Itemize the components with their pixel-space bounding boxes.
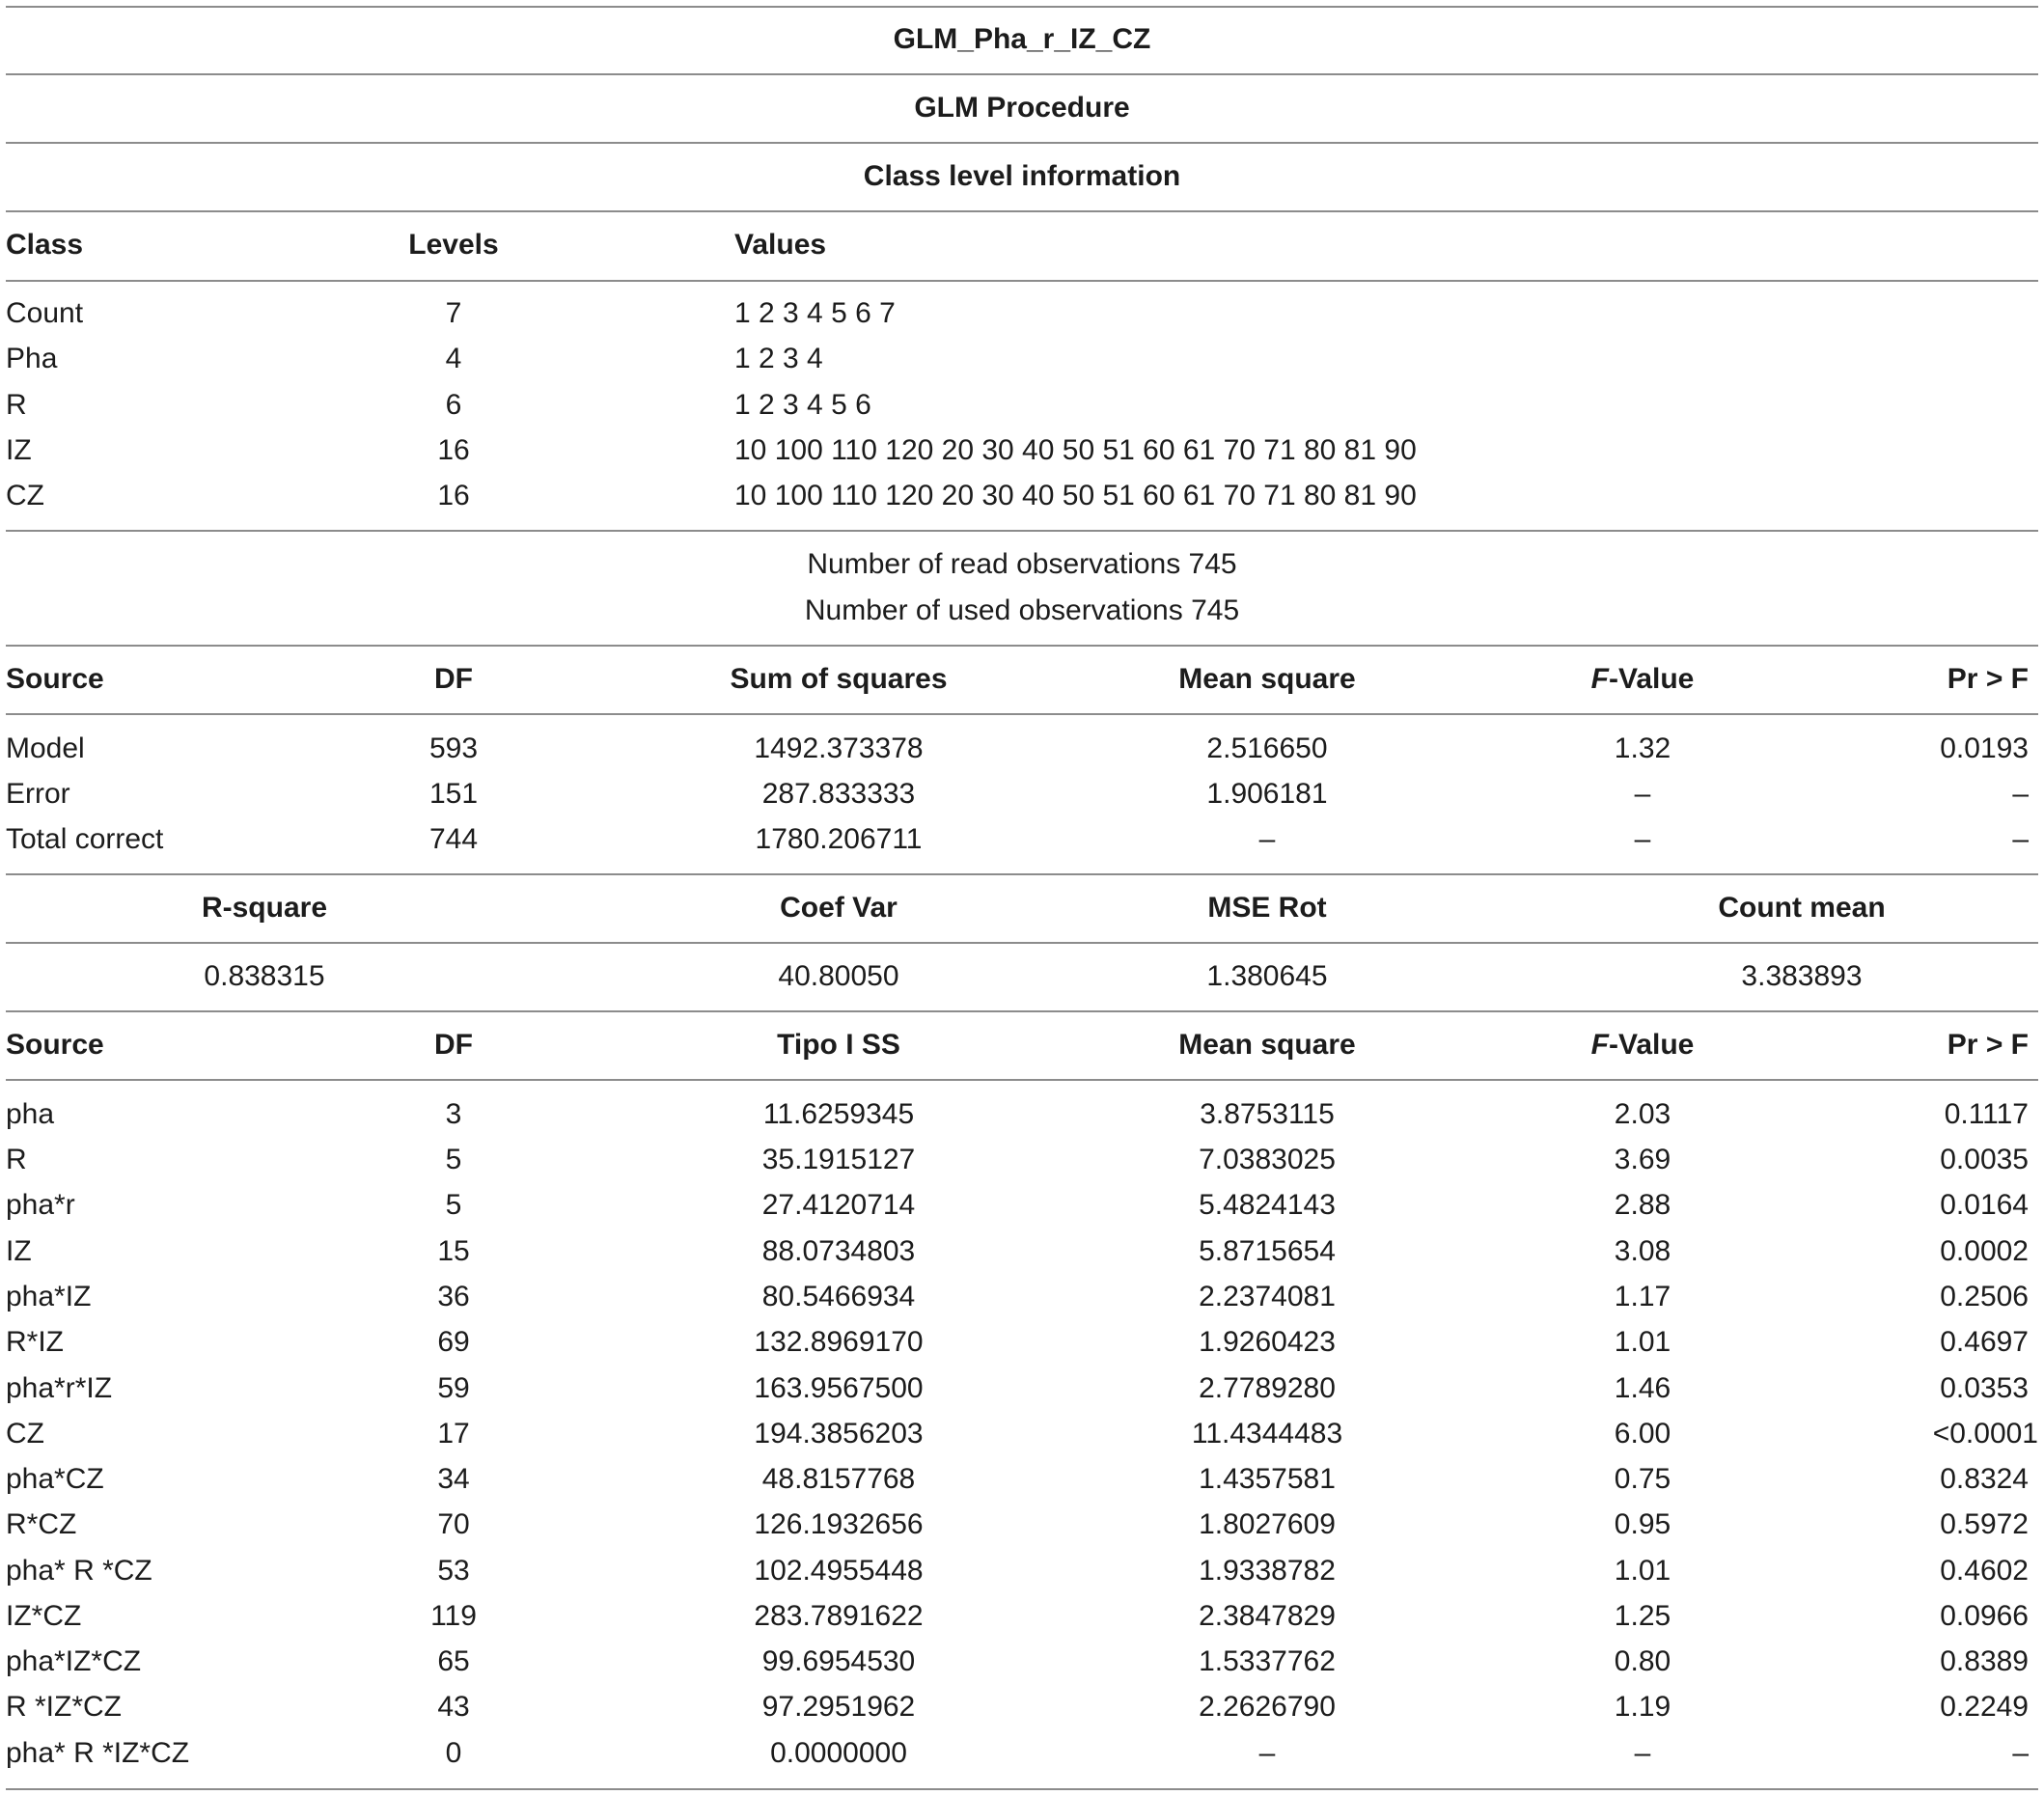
type1-row-ss: 97.2951962	[761, 1691, 916, 1723]
type1-row-ss: 102.4955448	[754, 1555, 924, 1587]
type1-row-df: 36	[437, 1281, 470, 1312]
type1-ms-header: Mean square	[1178, 1029, 1356, 1061]
type1-row-df: 0	[445, 1737, 462, 1769]
type1-row-source: pha*IZ	[6, 1281, 92, 1312]
type1-row-source: R*CZ	[6, 1508, 77, 1540]
type1-row-ss: 0.0000000	[770, 1737, 907, 1769]
type1-row-ms: 1.5337762	[1199, 1645, 1336, 1677]
table-rule	[6, 645, 2038, 647]
type1-row-f: 1.17	[1614, 1281, 1671, 1312]
class-row-cz-class: CZ	[6, 480, 44, 511]
type1-row-f: 2.88	[1614, 1189, 1671, 1221]
mse-rot-header: MSE Rot	[1207, 892, 1327, 924]
coef-var-value: 40.80050	[778, 960, 899, 992]
type1-row-f: 2.03	[1614, 1098, 1671, 1130]
class-row-iz-levels: 16	[437, 434, 470, 466]
class-row-r-values: 1 2 3 4 5 6	[734, 389, 871, 421]
levels-header: Levels	[408, 229, 499, 261]
anova-row-ms: 2.516650	[1206, 732, 1328, 764]
type1-row-df: 5	[445, 1144, 462, 1175]
type1-row-ms: –	[1258, 1737, 1276, 1769]
rsquare-value: 0.838315	[204, 960, 325, 992]
anova-row-source: Total correct	[6, 823, 164, 855]
type1-row-ms: 3.8753115	[1200, 1098, 1335, 1130]
class-row-pha-class: Pha	[6, 343, 58, 374]
anova-row-ss: 287.833333	[761, 778, 916, 810]
type1-row-source: pha*CZ	[6, 1463, 104, 1495]
type1-row-df: 119	[430, 1600, 477, 1632]
class-row-count-levels: 7	[445, 297, 462, 329]
table-rule	[6, 530, 2038, 532]
type1-row-ss: 194.3856203	[754, 1418, 924, 1450]
type1-row-df: 15	[437, 1235, 470, 1267]
type1-row-p: 0.5972	[1940, 1508, 2029, 1540]
anova-row-p: –	[2012, 778, 2029, 810]
type1-row-source: IZ	[6, 1235, 32, 1267]
anova-row-f: –	[1634, 778, 1651, 810]
type1-row-source: pha*r	[6, 1189, 75, 1221]
rsquare-header: R-square	[201, 892, 328, 924]
type1-row-df: 34	[437, 1463, 470, 1495]
type1-df-header: DF	[434, 1029, 473, 1061]
type1-row-ss: 11.6259345	[762, 1098, 915, 1130]
type1-ss-header: Tipo I SS	[777, 1029, 900, 1061]
class-row-iz-class: IZ	[6, 434, 32, 466]
type1-row-ss: 48.8157768	[761, 1463, 916, 1495]
type1-row-source: pha*r*IZ	[6, 1372, 113, 1404]
type1-row-source: pha* R *CZ	[6, 1555, 152, 1587]
table-rule	[6, 210, 2038, 212]
anova-row-df: 593	[428, 732, 479, 764]
anova-row-p: –	[2012, 823, 2029, 855]
type1-row-ms: 1.8027609	[1199, 1508, 1336, 1540]
table-title: GLM_Pha_r_IZ_CZ	[893, 23, 1151, 55]
anova-ms-header: Mean square	[1178, 663, 1356, 695]
table-rule	[6, 942, 2038, 944]
type1-row-source: IZ*CZ	[6, 1600, 82, 1632]
table-rule	[6, 142, 2038, 144]
type1-row-p: 0.0002	[1940, 1235, 2029, 1267]
type1-row-ss: 163.9567500	[754, 1372, 924, 1404]
type1-row-f: 0.80	[1614, 1645, 1671, 1677]
type1-row-f: 6.00	[1614, 1418, 1671, 1450]
type1-row-f: 1.25	[1614, 1600, 1671, 1632]
type1-row-ms: 5.8715654	[1199, 1235, 1336, 1267]
read-observations: Number of read observations 745	[807, 548, 1237, 580]
type1-f-header: F-Value	[1590, 1029, 1695, 1061]
type1-row-ms: 11.4344483	[1191, 1418, 1343, 1450]
table-rule	[6, 1788, 2038, 1790]
anova-row-p: 0.0193	[1940, 732, 2029, 764]
anova-row-df: 151	[428, 778, 479, 810]
type1-row-p: 0.4697	[1940, 1326, 2029, 1358]
type1-row-p: 0.8324	[1940, 1463, 2029, 1495]
type1-row-df: 3	[445, 1098, 462, 1130]
type1-row-source: R *IZ*CZ	[6, 1691, 122, 1723]
type1-row-ss: 80.5466934	[761, 1281, 916, 1312]
count-mean-header: Count mean	[1718, 892, 1886, 924]
type1-row-f: 3.08	[1614, 1235, 1671, 1267]
type1-row-df: 5	[445, 1189, 462, 1221]
type1-row-p: –	[2012, 1737, 2029, 1769]
type1-row-p: 0.0353	[1940, 1372, 2029, 1404]
type1-row-ms: 1.9260423	[1199, 1326, 1336, 1358]
values-header: Values	[734, 229, 827, 261]
class-row-pha-levels: 4	[445, 343, 462, 374]
type1-row-ss: 132.8969170	[754, 1326, 924, 1358]
type1-row-df: 17	[437, 1418, 470, 1450]
type1-row-f: 1.01	[1614, 1555, 1671, 1587]
table-rule	[6, 6, 2038, 8]
class-row-count-values: 1 2 3 4 5 6 7	[734, 297, 896, 329]
type1-row-f: 1.01	[1614, 1326, 1671, 1358]
class-row-cz-levels: 16	[437, 480, 470, 511]
type1-row-ms: 2.2374081	[1199, 1281, 1336, 1312]
type1-row-source: CZ	[6, 1418, 44, 1450]
type1-row-df: 69	[437, 1326, 470, 1358]
class-section-heading: Class level information	[863, 160, 1181, 192]
anova-row-df: 744	[428, 823, 479, 855]
anova-row-f: 1.32	[1614, 732, 1671, 764]
anova-row-ss: 1780.206711	[755, 823, 923, 855]
count-mean-value: 3.383893	[1741, 960, 1863, 992]
anova-row-f: –	[1634, 823, 1651, 855]
type1-row-p: 0.2249	[1940, 1691, 2029, 1723]
type1-row-p: 0.2506	[1940, 1281, 2029, 1312]
type1-row-source: pha	[6, 1098, 55, 1130]
type1-source-header: Source	[6, 1029, 104, 1061]
type1-row-ss: 88.0734803	[761, 1235, 916, 1267]
table-rule	[6, 713, 2038, 715]
class-row-r-levels: 6	[445, 389, 462, 421]
type1-row-p: 0.0035	[1940, 1144, 2029, 1175]
table-rule	[6, 73, 2038, 75]
type1-row-ss: 283.7891622	[754, 1600, 924, 1632]
type1-row-p: 0.0966	[1940, 1600, 2029, 1632]
type1-row-ss: 27.4120714	[761, 1189, 916, 1221]
type1-row-source: R	[6, 1144, 27, 1175]
procedure-title: GLM Procedure	[914, 92, 1130, 124]
type1-row-f: –	[1634, 1737, 1651, 1769]
type1-row-ms: 2.7789280	[1199, 1372, 1336, 1404]
type1-row-df: 53	[437, 1555, 470, 1587]
type1-row-source: pha* R *IZ*CZ	[6, 1737, 190, 1769]
class-row-count-class: Count	[6, 297, 84, 329]
type1-row-source: pha*IZ*CZ	[6, 1645, 142, 1677]
class-row-iz-values: 10 100 110 120 20 30 40 50 51 60 61 70 71 80 81 90	[734, 434, 1417, 466]
table-rule	[6, 1079, 2038, 1081]
type1-row-ms: 1.4357581	[1199, 1463, 1336, 1495]
used-observations: Number of used observations 745	[804, 594, 1240, 626]
anova-ss-header: Sum of squares	[730, 663, 948, 695]
coef-var-header: Coef Var	[780, 892, 898, 924]
type1-row-df: 65	[437, 1645, 470, 1677]
type1-row-ss: 126.1932656	[754, 1508, 924, 1540]
type1-row-f: 0.95	[1614, 1508, 1671, 1540]
type1-row-f: 0.75	[1614, 1463, 1671, 1495]
anova-row-ss: 1492.373378	[754, 732, 924, 764]
type1-row-p: 0.4602	[1940, 1555, 2029, 1587]
class-header: Class	[6, 229, 84, 261]
anova-row-source: Model	[6, 732, 85, 764]
type1-row-p: <0.0001	[1932, 1418, 2038, 1450]
type1-row-ss: 35.1915127	[761, 1144, 916, 1175]
anova-df-header: DF	[434, 663, 473, 695]
type1-row-ss: 99.6954530	[761, 1645, 916, 1677]
type1-row-p: 0.1117	[1944, 1098, 2029, 1130]
table-rule	[6, 1010, 2038, 1012]
type1-row-f: 1.46	[1614, 1372, 1671, 1404]
type1-row-df: 43	[437, 1691, 470, 1723]
table-rule	[6, 280, 2038, 282]
anova-row-source: Error	[6, 778, 70, 810]
anova-f-header: F-Value	[1590, 663, 1695, 695]
type1-row-source: R*IZ	[6, 1326, 64, 1358]
type1-row-ms: 2.2626790	[1199, 1691, 1336, 1723]
class-row-cz-values: 10 100 110 120 20 30 40 50 51 60 61 70 71 80 81 90	[734, 480, 1417, 511]
anova-source-header: Source	[6, 663, 104, 695]
class-row-r-class: R	[6, 389, 27, 421]
type1-row-ms: 7.0383025	[1199, 1144, 1336, 1175]
mse-rot-value: 1.380645	[1206, 960, 1328, 992]
type1-row-df: 70	[437, 1508, 470, 1540]
anova-row-ms: 1.906181	[1206, 778, 1328, 810]
class-row-pha-values: 1 2 3 4	[734, 343, 823, 374]
type1-row-ms: 2.3847829	[1199, 1600, 1336, 1632]
type1-row-df: 59	[437, 1372, 470, 1404]
table-rule	[6, 873, 2038, 875]
anova-row-ms: –	[1258, 823, 1276, 855]
anova-p-header: Pr > F	[1947, 663, 2029, 695]
type1-row-p: 0.0164	[1940, 1189, 2029, 1221]
type1-row-ms: 1.9338782	[1199, 1555, 1336, 1587]
type1-row-p: 0.8389	[1940, 1645, 2029, 1677]
type1-row-f: 3.69	[1614, 1144, 1671, 1175]
type1-row-ms: 5.4824143	[1199, 1189, 1336, 1221]
type1-row-f: 1.19	[1614, 1691, 1671, 1723]
type1-p-header: Pr > F	[1947, 1029, 2029, 1061]
